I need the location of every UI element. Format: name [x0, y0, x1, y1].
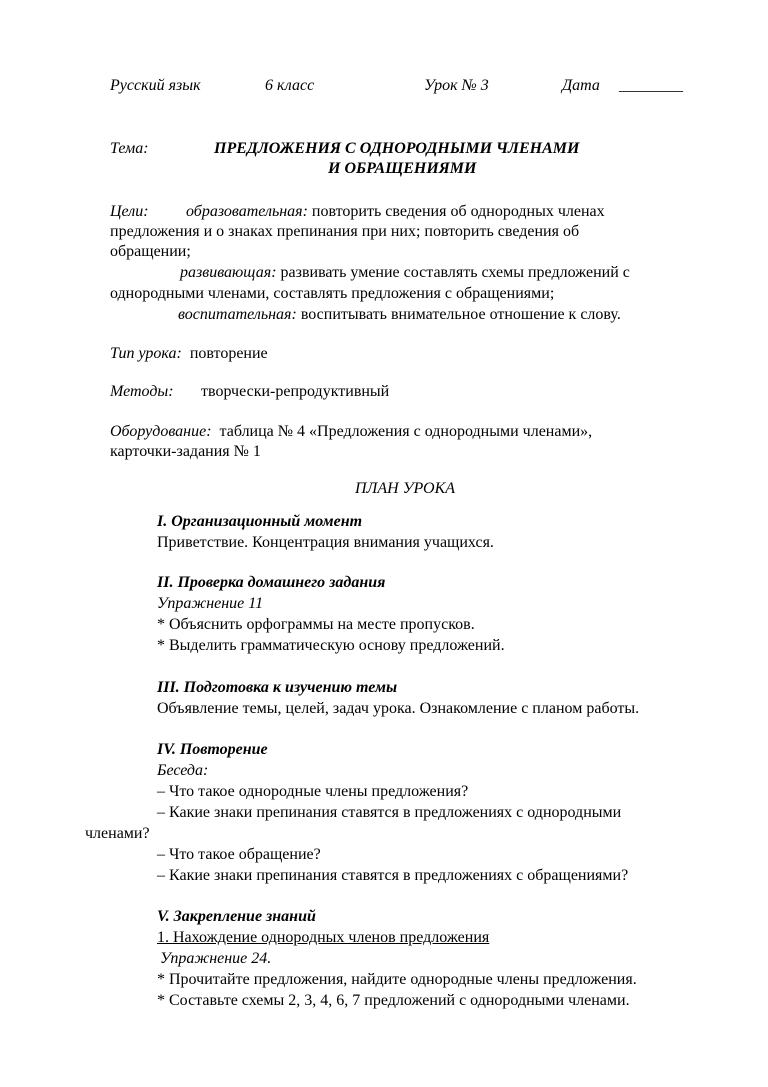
section-5-title: V. Закрепление знаний: [157, 908, 316, 925]
goal-developing-cont: однородными членами, составлять предложения с обращениями;: [110, 285, 555, 302]
section-4-title: IV. Повторение: [157, 741, 268, 758]
section-4-subtitle: Беседа:: [157, 762, 209, 779]
equipment: Оборудование: таблица № 4 «Предложения с однородными членами»,: [110, 423, 593, 440]
section-5-item-1: * Прочитайте предложения, найдите однородные члены предложения.: [157, 971, 637, 988]
section-3-title: III. Подготовка к изучению темы: [157, 679, 398, 696]
section-5-exercise: Упражнение 24.: [160, 950, 272, 967]
grade-label: 6 класс: [265, 77, 315, 94]
topic-line-1: ПРЕДЛОЖЕНИЯ С ОДНОРОДНЫМИ ЧЛЕНАМИ: [214, 140, 580, 157]
methods-value: творчески-репродуктивный: [201, 383, 390, 400]
section-4-question-3: – Что такое обращение?: [157, 846, 321, 863]
goal-educational-end: обращении;: [110, 243, 191, 260]
goal-educational-cont: предложения и о знаках препинания при них; повторить сведения об: [110, 223, 580, 240]
section-4-question-4: – Какие знаки препинания ставятся в предложениях с обращениями?: [157, 867, 629, 884]
goal-educational: образовательная: повторить сведения об однородных членах: [186, 203, 605, 220]
plan-title: ПЛАН УРОКА: [355, 480, 455, 497]
lesson-type: Тип урока: повторение: [110, 345, 268, 362]
section-2-subtitle: Упражнение 11: [157, 595, 264, 612]
date-label: Дата: [562, 77, 600, 94]
section-2-title: II. Проверка домашнего задания: [157, 574, 386, 591]
section-5-subtitle: 1. Нахождение однородных членов предложения: [157, 929, 490, 946]
section-4-question-2-cont: членами?: [85, 825, 150, 842]
goals-label: Цели:: [110, 203, 149, 220]
topic-line-2: И ОБРАЩЕНИЯМИ: [328, 160, 477, 177]
goal-upbringing: воспитательная: воспитывать внимательное отношение к слову.: [178, 306, 621, 323]
section-1-text: Приветствие. Концентрация внимания учащихся.: [157, 534, 494, 551]
methods-label: Методы:: [110, 383, 174, 400]
section-4-question-1: – Что такое однородные члены предложения?: [157, 783, 469, 800]
equipment-cont: карточки-задания № 1: [110, 443, 261, 460]
section-3-text: Объявление темы, целей, задач урока. Ознакомление с планом работы.: [157, 700, 640, 717]
topic-label: Тема:: [110, 140, 149, 157]
section-1-title: I. Организационный момент: [157, 513, 363, 530]
lesson-number: Урок № 3: [424, 77, 489, 94]
section-4-question-2: – Какие знаки препинания ставятся в предложениях с однородными: [157, 804, 622, 821]
section-5-item-2: * Составьте схемы 2, 3, 4, 6, 7 предложений с однородными членами.: [157, 992, 630, 1009]
date-blank: ________: [619, 77, 683, 94]
section-2-item-2: * Выделить грамматическую основу предложений.: [157, 637, 505, 654]
subject-label: Русский язык: [110, 77, 201, 94]
section-2-item-1: * Объяснить орфограммы на месте пропусков.: [157, 616, 475, 633]
goal-developing: развивающая: развивать умение составлять схемы предложений с: [180, 264, 630, 281]
